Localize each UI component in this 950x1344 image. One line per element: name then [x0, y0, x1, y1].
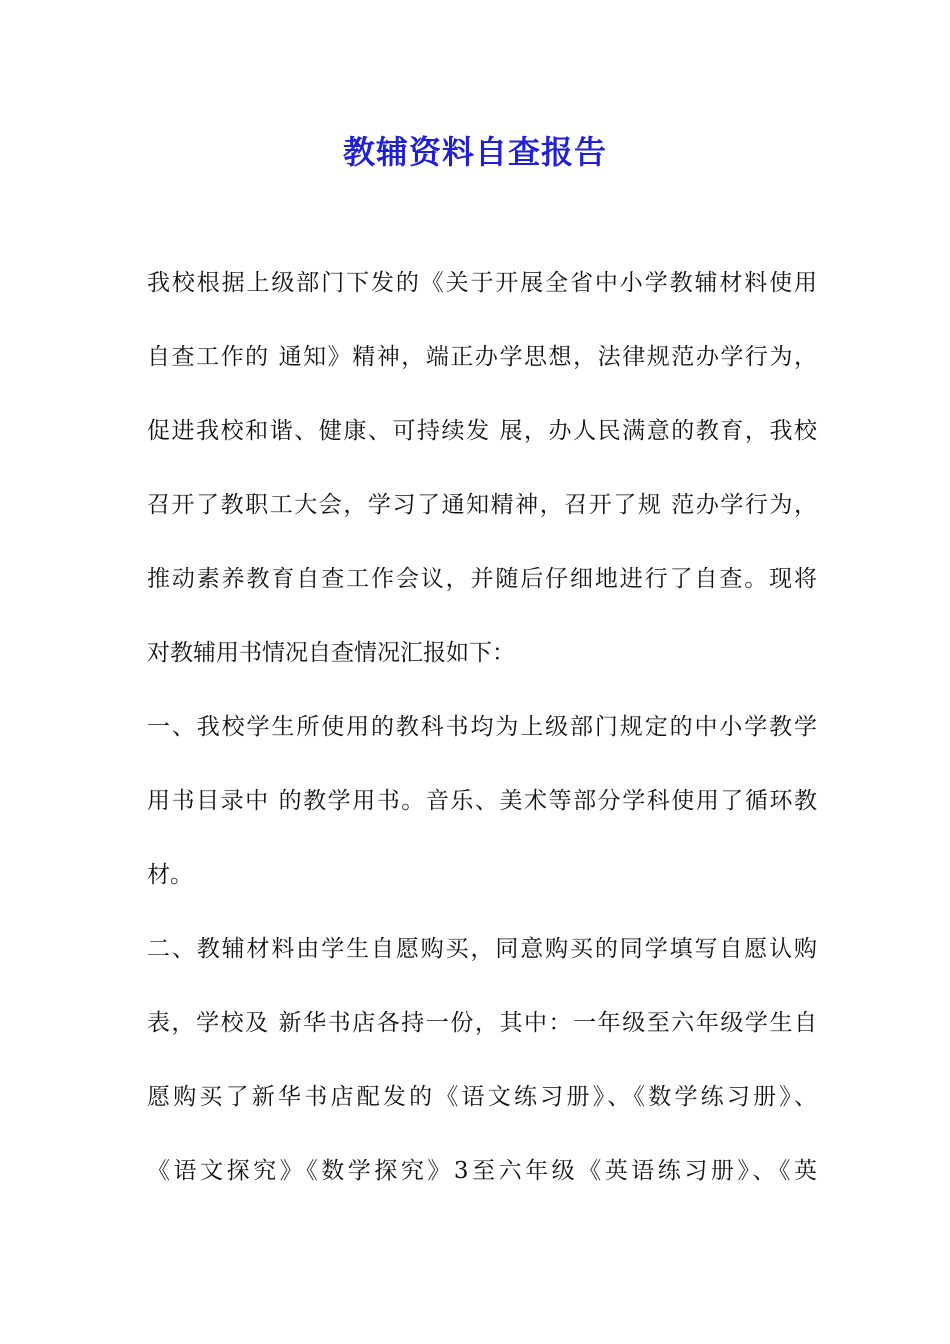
paragraph-line: 用书目录中 的教学用书。音乐、美术等部分学科使用了循环教 — [147, 788, 817, 814]
paragraph-line: 愿购买了新华书店配发的《语文练习册》、《数学练习册》、 — [147, 1084, 817, 1110]
paragraph-line: 我校根据上级部门下发的《关于开展全省中小学教辅材料使用 — [147, 270, 817, 296]
paragraph-line: 促进我校和谐、健康、可持续发 展，办人民满意的教育，我校 — [147, 418, 817, 444]
paragraph-line: 二、教辅材料由学生自愿购买，同意购买的同学填写自愿认购 — [147, 936, 817, 962]
paragraph-line: 自查工作的 通知》精神，端正办学思想，法律规范办学行为， — [147, 344, 817, 370]
paragraph-line: 对教辅用书情况自查情况汇报如下： — [147, 640, 515, 666]
paragraph-line: 表，学校及 新华书店各持一份，其中：一年级至六年级学生自 — [147, 1010, 817, 1036]
paragraph-line: 一、我校学生所使用的教科书均为上级部门规定的中小学教学 — [147, 714, 817, 740]
paragraph-line: 召开了教职工大会，学习了通知精神，召开了规 范办学行为， — [147, 492, 817, 518]
paragraph-line: 材。 — [147, 862, 193, 888]
document-title: 教辅资料自查报告 — [342, 133, 607, 171]
paragraph-line: 《语文探究》《数学探究》3至六年级《英语练习册》、《英 — [147, 1158, 817, 1184]
paragraph-line: 推动素养教育自查工作会议，并随后仔细地进行了自查。现将 — [147, 566, 817, 592]
